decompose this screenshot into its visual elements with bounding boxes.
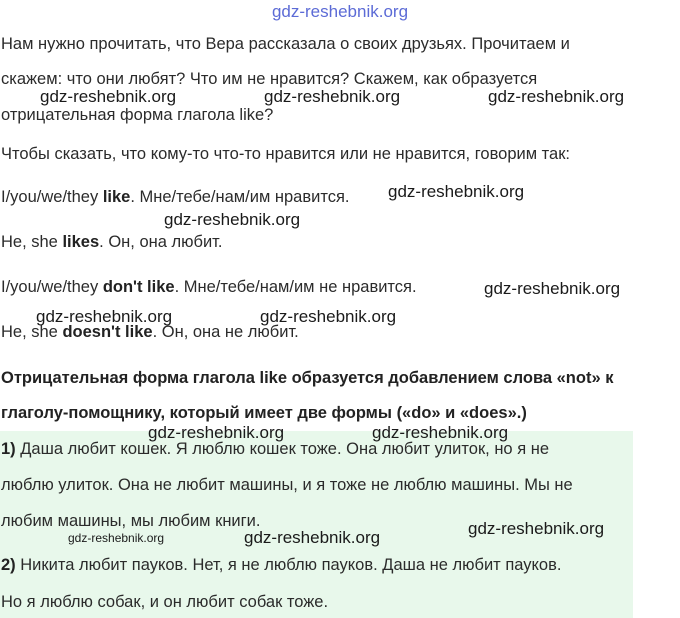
example-dont-like <box>1 278 417 297</box>
answer-1-line-2: люблю улиток. Она не любит машины, и я тоже не люблю машины. Мы не <box>1 476 573 494</box>
intro-line-3: отрицательная форма глагола like? <box>1 106 274 124</box>
watermark: gdz-reshebnik.org <box>264 87 401 106</box>
answer-2-line-2: Но я люблю собак, и он любит собак тоже. <box>1 593 329 611</box>
watermark-top[interactable]: gdz-reshebnik.org <box>271 2 409 21</box>
watermark: gdz-reshebnik.org <box>40 87 177 106</box>
example-prefix: He, she <box>1 323 63 341</box>
answer-2-line-1 <box>1 556 561 575</box>
example-like <box>1 188 349 207</box>
example-verb: don't like <box>102 278 175 296</box>
howto-text: Чтобы сказать, что кому-то что-то нравится или не нравится, говорим так: <box>1 145 570 163</box>
watermark: gdz-reshebnik.org <box>148 423 285 442</box>
example-prefix: I/you/we/they <box>1 188 103 206</box>
watermark: gdz-reshebnik.org <box>260 307 397 326</box>
answer-1-text: Даша любит кошек. Я люблю кошек тоже. Она любит улиток, но я не <box>15 440 550 458</box>
watermark: gdz-reshebnik.org <box>36 307 173 326</box>
answer-2-number: 2) <box>1 556 16 574</box>
rule-line-1: Отрицательная форма глагола like образуется добавлением слова «not» к <box>1 369 614 387</box>
example-rest: . Он, она не любит. <box>152 323 299 341</box>
example-prefix: I/you/we/they <box>1 278 103 296</box>
watermark: gdz-reshebnik.org <box>468 519 605 538</box>
example-rest: . Мне/тебе/нам/им нравится. <box>130 188 350 206</box>
watermark: gdz-reshebnik.org <box>372 423 509 442</box>
answer-1-line-3: любим машины, мы любим книги. <box>1 512 261 530</box>
watermark: gdz-reshebnik.org <box>488 87 625 106</box>
answer-1-number: 1) <box>1 440 16 458</box>
intro-line-1: Нам нужно прочитать, что Вера рассказала о своих друзьях. Прочитаем и <box>1 35 570 53</box>
intro-line-2: скажем: что они любят? Что им не нравится? Скажем, как образуется <box>1 70 538 88</box>
example-likes <box>1 233 222 252</box>
watermark: gdz-reshebnik.org <box>68 531 165 545</box>
watermark: gdz-reshebnik.org <box>164 210 301 229</box>
watermark: gdz-reshebnik.org <box>484 279 621 298</box>
example-prefix: He, she <box>1 233 63 251</box>
example-rest: . Он, она любит. <box>99 233 223 251</box>
watermark: gdz-reshebnik.org <box>244 528 381 547</box>
answer-2-text: Никита любит пауков. Нет, я не люблю пауков. Даша не любит пауков. <box>15 556 562 574</box>
example-verb: like <box>102 188 131 206</box>
example-verb: doesn't like <box>62 323 153 341</box>
rule-line-2: глаголу-помощнику, который имеет две формы («do» и «does».) <box>1 404 527 422</box>
watermark: gdz-reshebnik.org <box>388 182 525 201</box>
example-verb: likes <box>62 233 100 251</box>
example-rest: . Мне/тебе/нам/им не нравится. <box>174 278 417 296</box>
